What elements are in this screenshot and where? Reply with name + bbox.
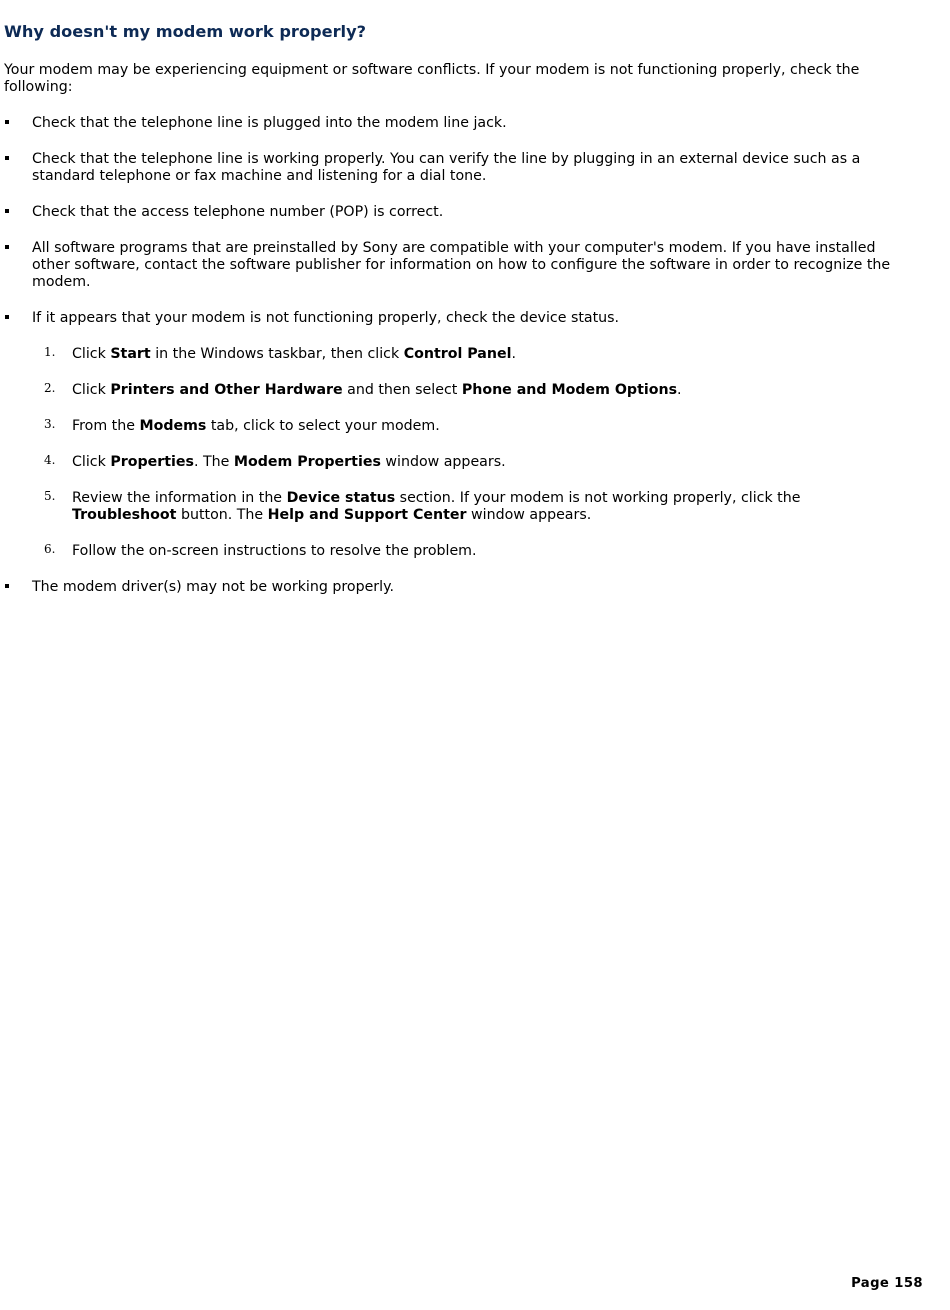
step-number: 4. — [44, 453, 56, 467]
list-item-text: All software programs that are preinstalled by Sony are compatible with your computer's modem. If you have installed other software, contact the software publisher for information on how to configure the software in order to recognize the modem. — [32, 240, 891, 290]
device-status-steps — [4, 346, 904, 560]
step-item — [4, 418, 904, 435]
step-text: Click — [72, 346, 111, 362]
step-text: and then select — [342, 382, 462, 398]
step-item — [4, 454, 904, 471]
step-number: 1. — [44, 345, 56, 359]
step-text: button. The — [176, 507, 268, 523]
list-item — [4, 310, 904, 327]
step-number: 3. — [44, 417, 56, 431]
step-item — [4, 490, 904, 524]
bullet-square-icon — [5, 579, 10, 596]
step-number: 6. — [44, 542, 56, 556]
bullet-square-icon — [5, 310, 10, 327]
ui-term: Troubleshoot — [72, 507, 177, 523]
step-number: 5. — [44, 489, 56, 503]
step-text: Review the information in the — [72, 490, 287, 506]
list-item-text: Check that the telephone line is working properly. You can verify the line by plugging in an external device such as a standard telephone or fax machine and listening for a dial tone. — [32, 151, 861, 184]
step-text: . — [511, 346, 516, 362]
step-item — [4, 382, 904, 399]
intro-paragraph: Your modem may be experiencing equipment or software conflicts. If your modem is not functioning properly, check the following: — [4, 62, 860, 95]
step-text: window appears. — [380, 454, 506, 470]
list-item — [4, 115, 904, 132]
ui-term: Phone and Modem Options — [461, 382, 678, 398]
checklist — [4, 115, 904, 327]
bullet-square-icon — [5, 151, 10, 168]
step-text: tab, click to select your modem. — [206, 418, 440, 434]
bullet-square-icon — [5, 240, 10, 257]
step-text: . The — [193, 454, 234, 470]
step-text: section. If your modem is not working properly, click the — [395, 490, 801, 506]
bullet-square-icon — [5, 115, 10, 132]
step-text: Click — [72, 382, 111, 398]
bullet-square-icon — [5, 204, 10, 221]
page-title: Why doesn't my modem work properly? — [4, 22, 367, 41]
list-item-text: The modem driver(s) may not be working properly. — [32, 579, 394, 595]
ui-term: Properties — [110, 454, 194, 470]
step-text: Follow the on-screen instructions to resolve the problem. — [72, 543, 477, 559]
ui-term: Printers and Other Hardware — [110, 382, 343, 398]
ui-term: Start — [110, 346, 151, 362]
ui-term: Modems — [139, 418, 207, 434]
step-text: in the Windows taskbar, then click — [150, 346, 404, 362]
ui-term: Modem Properties — [233, 454, 381, 470]
step-item — [4, 543, 904, 560]
page-number: Page 158 — [851, 1276, 923, 1291]
step-text: From the — [72, 418, 140, 434]
step-text: window appears. — [466, 507, 592, 523]
list-item — [4, 204, 904, 221]
list-item-text: Check that the telephone line is plugged into the modem line jack. — [32, 115, 507, 131]
list-item — [4, 240, 904, 291]
checklist-continued — [4, 579, 904, 596]
step-item — [4, 346, 904, 363]
list-item-text: If it appears that your modem is not functioning properly, check the device status. — [32, 310, 620, 326]
list-item-text: Check that the access telephone number (POP) is correct. — [32, 204, 444, 220]
step-text: Click — [72, 454, 111, 470]
step-text: . — [677, 382, 682, 398]
ui-term: Help and Support Center — [267, 507, 467, 523]
list-item — [4, 579, 904, 596]
list-item — [4, 151, 904, 185]
document-page — [4, 22, 904, 615]
ui-term: Device status — [286, 490, 396, 506]
step-number: 2. — [44, 381, 56, 395]
ui-term: Control Panel — [403, 346, 512, 362]
